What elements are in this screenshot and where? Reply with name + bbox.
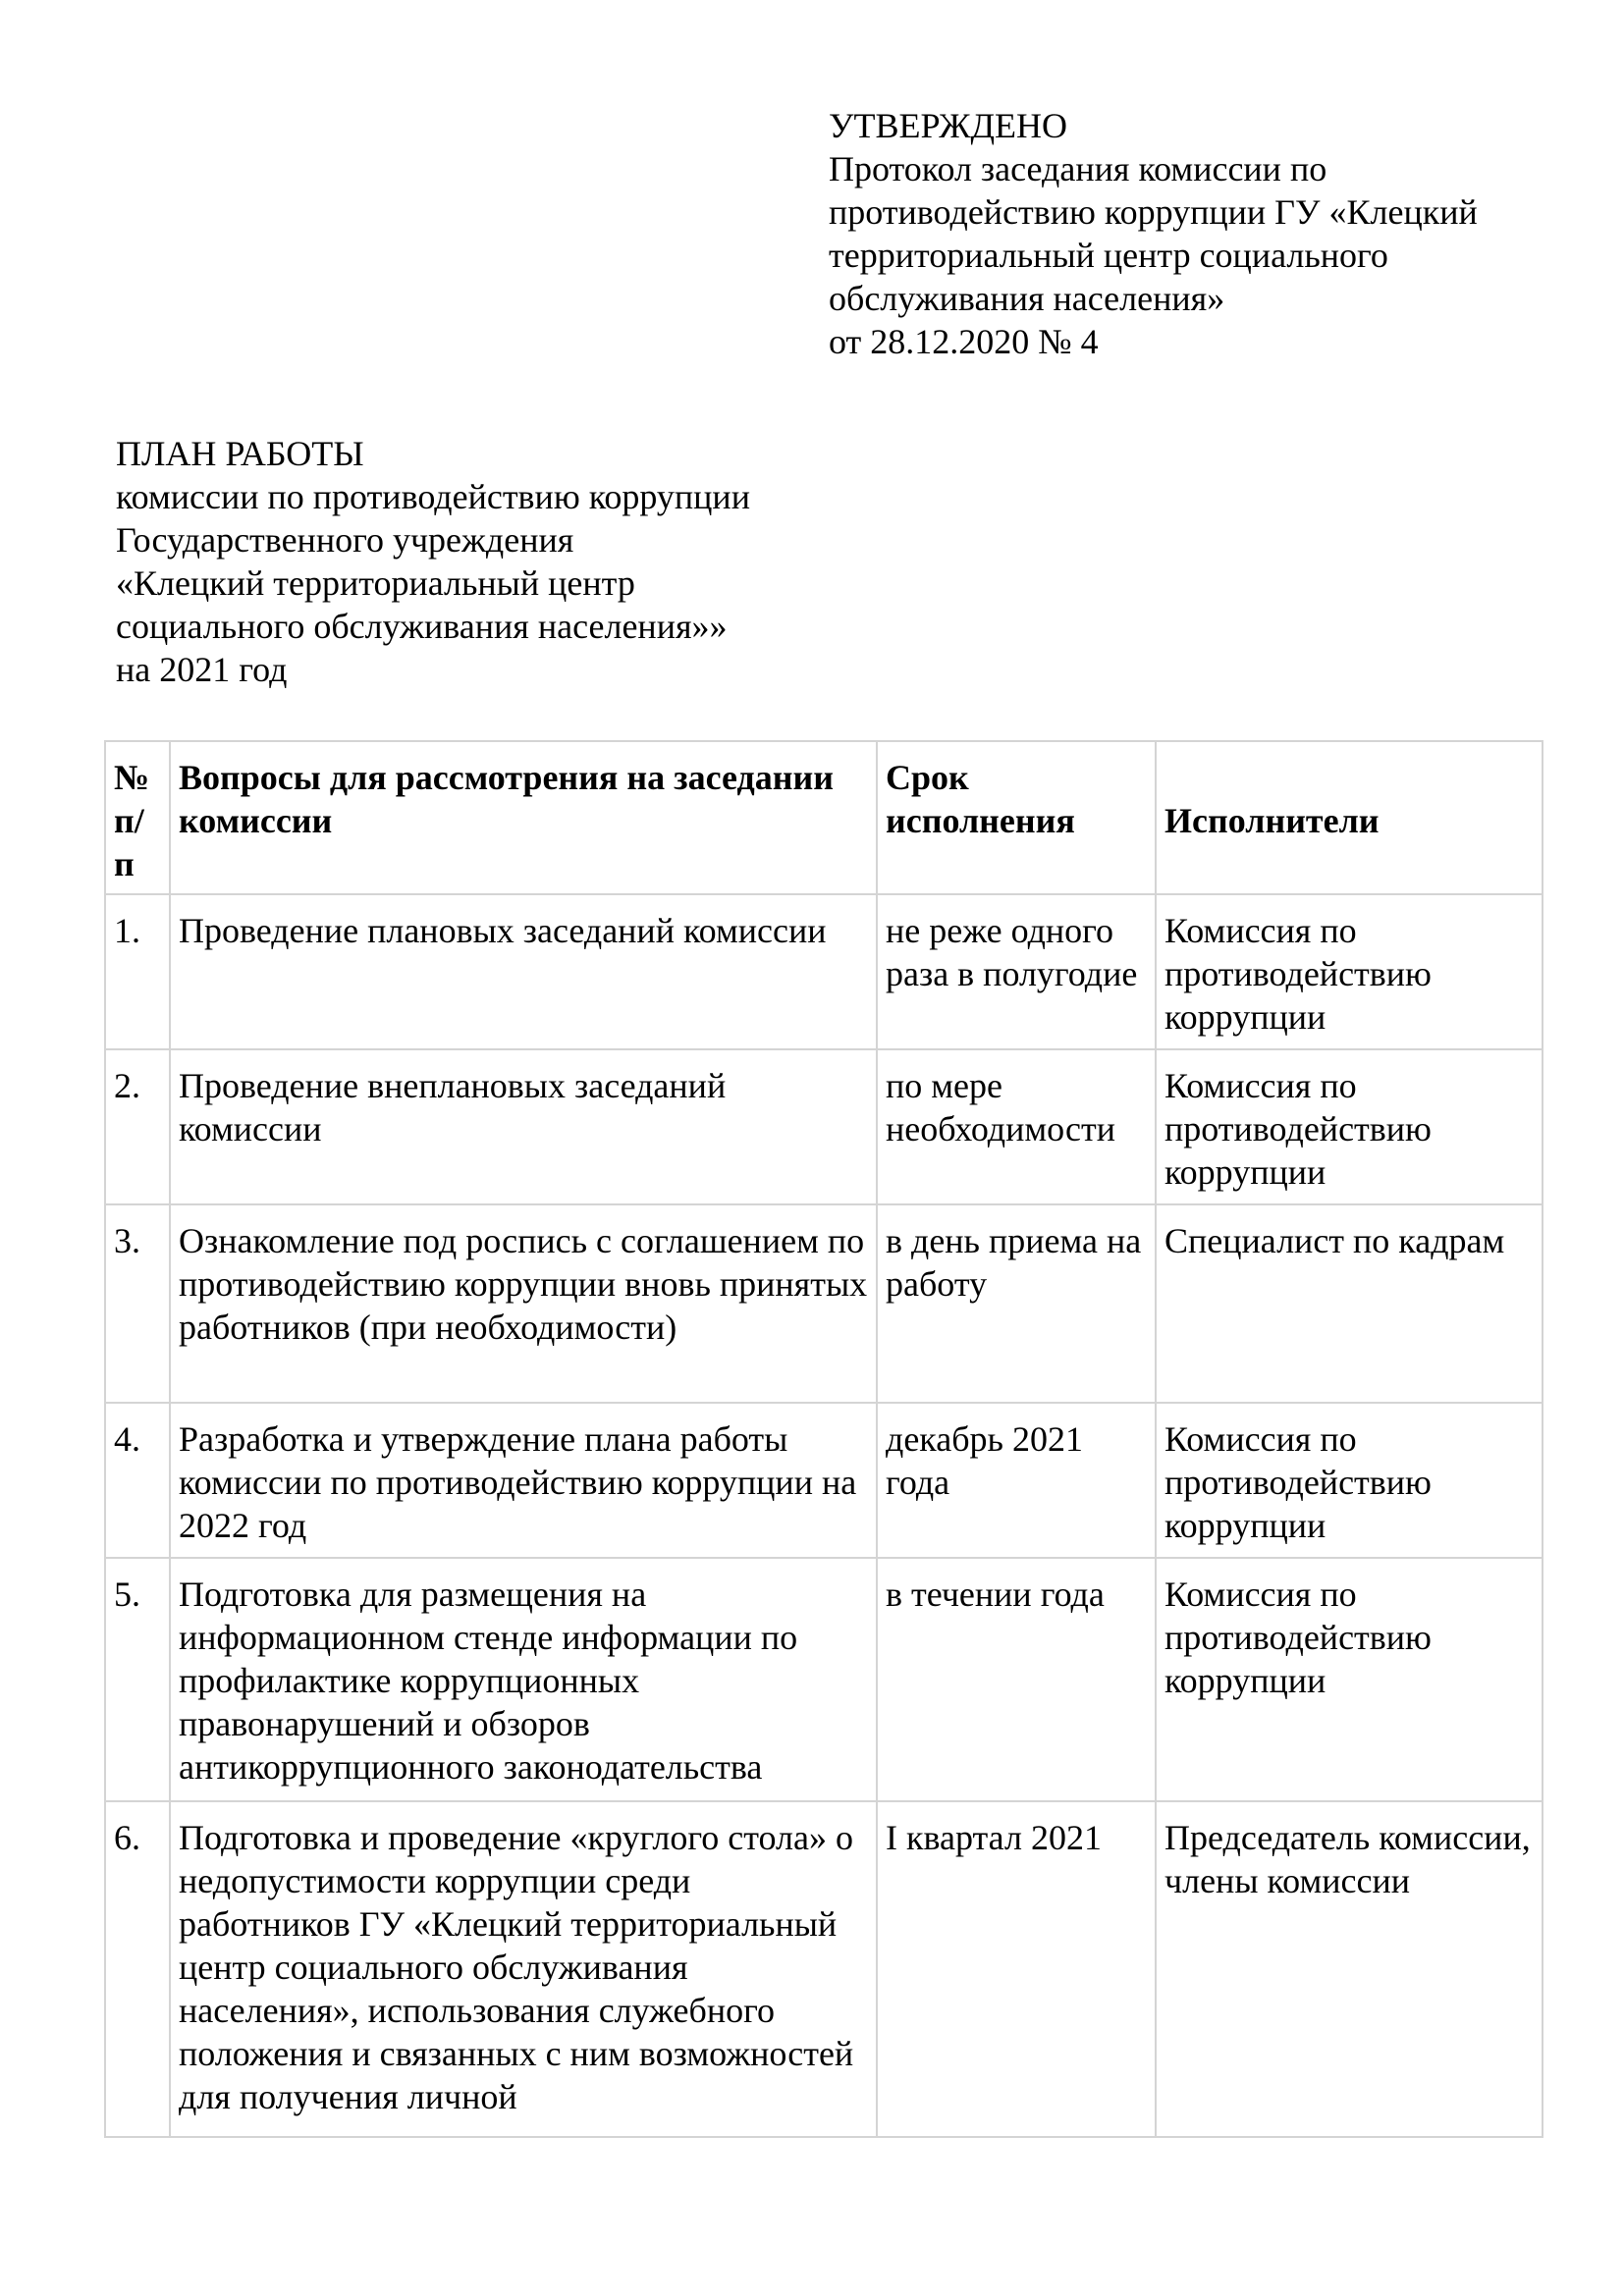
approval-block <box>829 104 1604 363</box>
table-row <box>105 1558 1543 1801</box>
approval-date: от 28.12.2020 № 4 <box>829 322 1099 361</box>
approval-line: Протокол заседания комиссии по <box>829 149 1327 188</box>
row-executors: Председатель комиссии, члены комиссии <box>1156 1801 1543 2137</box>
header-num: № п/п <box>105 741 170 894</box>
row-num: 3. <box>105 1204 170 1403</box>
plan-header <box>116 432 901 691</box>
row-question: Разработка и утверждение плана работы комиссии по противодействию коррупции на 2022 год <box>170 1403 877 1558</box>
row-question: Проведение плановых заседаний комиссии <box>170 894 877 1049</box>
plan-table <box>104 740 1543 2138</box>
row-executors: Комиссия по противодействию коррупции <box>1156 1403 1543 1558</box>
table-row <box>105 1204 1543 1403</box>
row-question: Подготовка для размещения на информационном стенде информации по профилактике коррупционных правонарушений и обзоров антикоррупционного законодательства <box>170 1558 877 1801</box>
approval-title: УТВЕРЖДЕНО <box>829 106 1068 145</box>
row-num: 5. <box>105 1558 170 1801</box>
plan-subtitle-line: социального обслуживания населения»» <box>116 607 728 646</box>
approval-line: территориальный центр социального <box>829 236 1388 275</box>
row-num: 2. <box>105 1049 170 1204</box>
row-term: в день приема на работу <box>877 1204 1156 1403</box>
approval-line: обслуживания населения» <box>829 279 1225 318</box>
table-row <box>105 894 1543 1049</box>
table-row <box>105 1049 1543 1204</box>
table-header-row <box>105 741 1543 894</box>
row-executors: Специалист по кадрам <box>1156 1204 1543 1403</box>
table-row <box>105 1801 1543 2137</box>
row-question: Проведение внеплановых заседаний комиссии <box>170 1049 877 1204</box>
table-row <box>105 1403 1543 1558</box>
row-num: 1. <box>105 894 170 1049</box>
row-term: I квартал 2021 <box>877 1801 1156 2137</box>
row-executors: Комиссия по противодействию коррупции <box>1156 1558 1543 1801</box>
header-term: Срок исполнения <box>877 741 1156 894</box>
plan-subtitle-line: Государственного учреждения <box>116 520 574 560</box>
plan-title: ПЛАН РАБОТЫ <box>116 434 364 473</box>
plan-year: на 2021 год <box>116 650 288 689</box>
row-question: Подготовка и проведение «круглого стола» о недопустимости коррупции среди работников ГУ «Клецкий территориальный центр социального обслуживания населения», использования служебного положения и связанных с ним возможностей для получения личной <box>170 1801 877 2137</box>
row-term: по мере необходимости <box>877 1049 1156 1204</box>
row-num: 4. <box>105 1403 170 1558</box>
row-question: Ознакомление под роспись с соглашением по противодействию коррупции вновь принятых работников (при необходимости) <box>170 1204 877 1403</box>
row-term: в течении года <box>877 1558 1156 1801</box>
plan-subtitle-line: комиссии по противодействию коррупции <box>116 477 750 516</box>
row-term: декабрь 2021 года <box>877 1403 1156 1558</box>
header-executors: Исполнители <box>1156 741 1543 894</box>
approval-line: противодействию коррупции ГУ «Клецкий <box>829 192 1478 232</box>
row-executors: Комиссия по противодействию коррупции <box>1156 894 1543 1049</box>
row-num: 6. <box>105 1801 170 2137</box>
row-term: не реже одного раза в полугодие <box>877 894 1156 1049</box>
header-question: Вопросы для рассмотрения на заседании комиссии <box>170 741 877 894</box>
row-executors: Комиссия по противодействию коррупции <box>1156 1049 1543 1204</box>
plan-subtitle-line: «Клецкий территориальный центр <box>116 563 635 603</box>
